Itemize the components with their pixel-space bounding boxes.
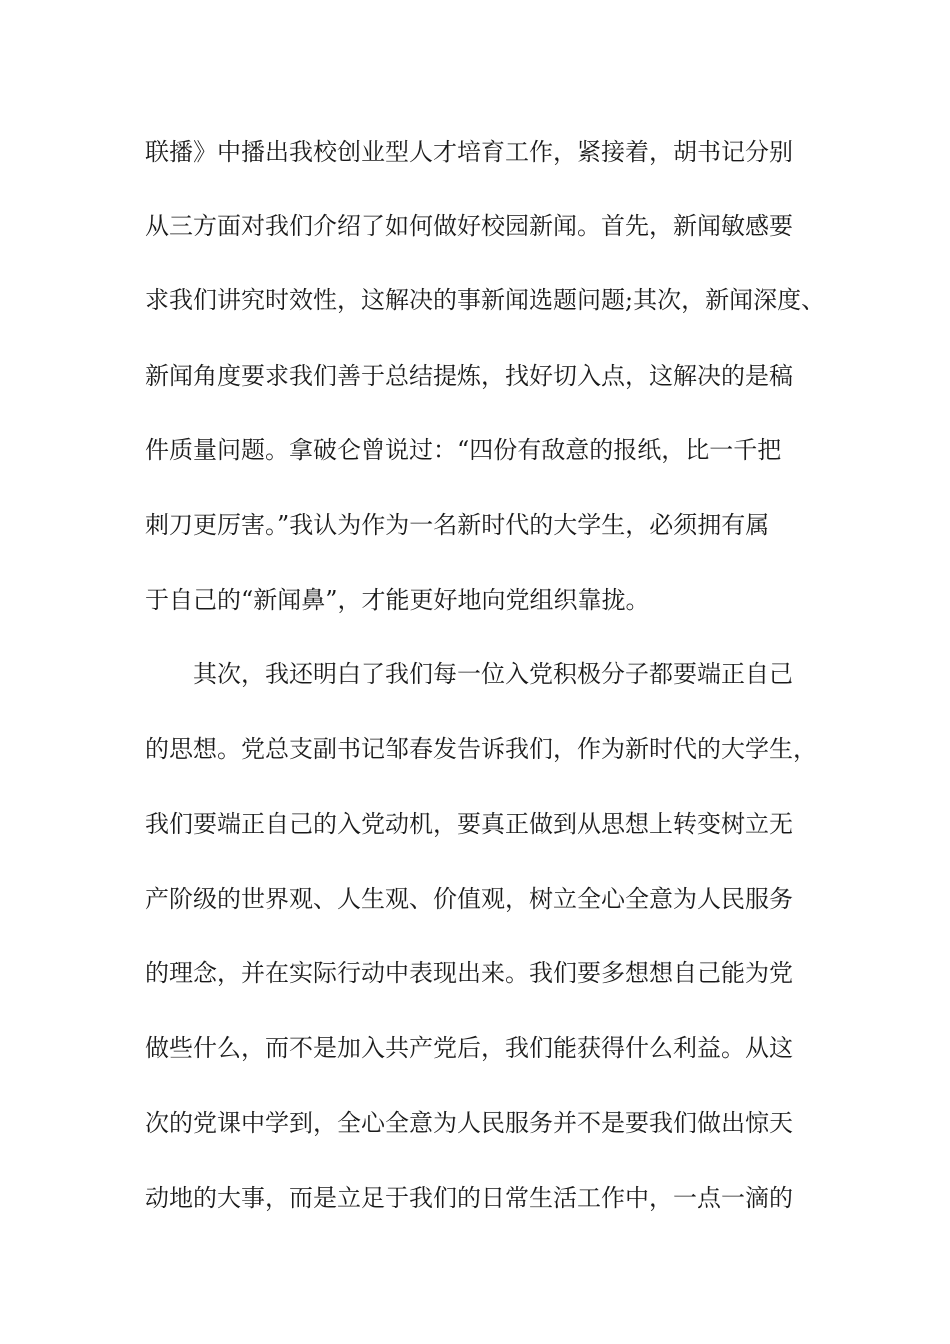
text-line: 做些什么，而不是加入共产党后，我们能获得什么利益。从这 <box>145 1034 793 1062</box>
text-line: 的思想。党总支副书记邹春发告诉我们，作为新时代的大学生， <box>145 735 817 763</box>
text-line: 从三方面对我们介绍了如何做好校园新闻。首先，新闻敏感要 <box>145 212 793 240</box>
text-line: 新闻角度要求我们善于总结提炼，找好切入点，这解决的是稿 <box>145 362 793 390</box>
text-line: 刺刀更厉害。”我认为作为一名新时代的大学生，必须拥有属 <box>145 511 770 539</box>
text-line: 件质量问题。拿破仑曾说过：“四份有敌意的报纸，比一千把 <box>145 436 782 464</box>
text-line: 求我们讲究时效性，这解决的事新闻选题问题;其次，新闻深度、 <box>145 286 826 314</box>
text-line: 次的党课中学到，全心全意为人民服务并不是要我们做出惊天 <box>145 1109 793 1137</box>
paragraph-start-line: 其次，我还明白了我们每一位入党积极分子都要端正自己 <box>193 660 793 688</box>
text-line: 我们要端正自己的入党动机，要真正做到从思想上转变树立无 <box>145 810 793 838</box>
text-line: 动地的大事，而是立足于我们的日常生活工作中，一点一滴的 <box>145 1184 793 1212</box>
text-line: 联播》中播出我校创业型人才培育工作，紧接着，胡书记分别 <box>145 138 793 166</box>
text-line: 的理念，并在实际行动中表现出来。我们要多想想自己能为党 <box>145 959 793 987</box>
text-line: 于自己的“新闻鼻”，才能更好地向党组织靠拢。 <box>145 586 650 614</box>
text-line: 产阶级的世界观、人生观、价值观，树立全心全意为人民服务 <box>145 885 793 913</box>
